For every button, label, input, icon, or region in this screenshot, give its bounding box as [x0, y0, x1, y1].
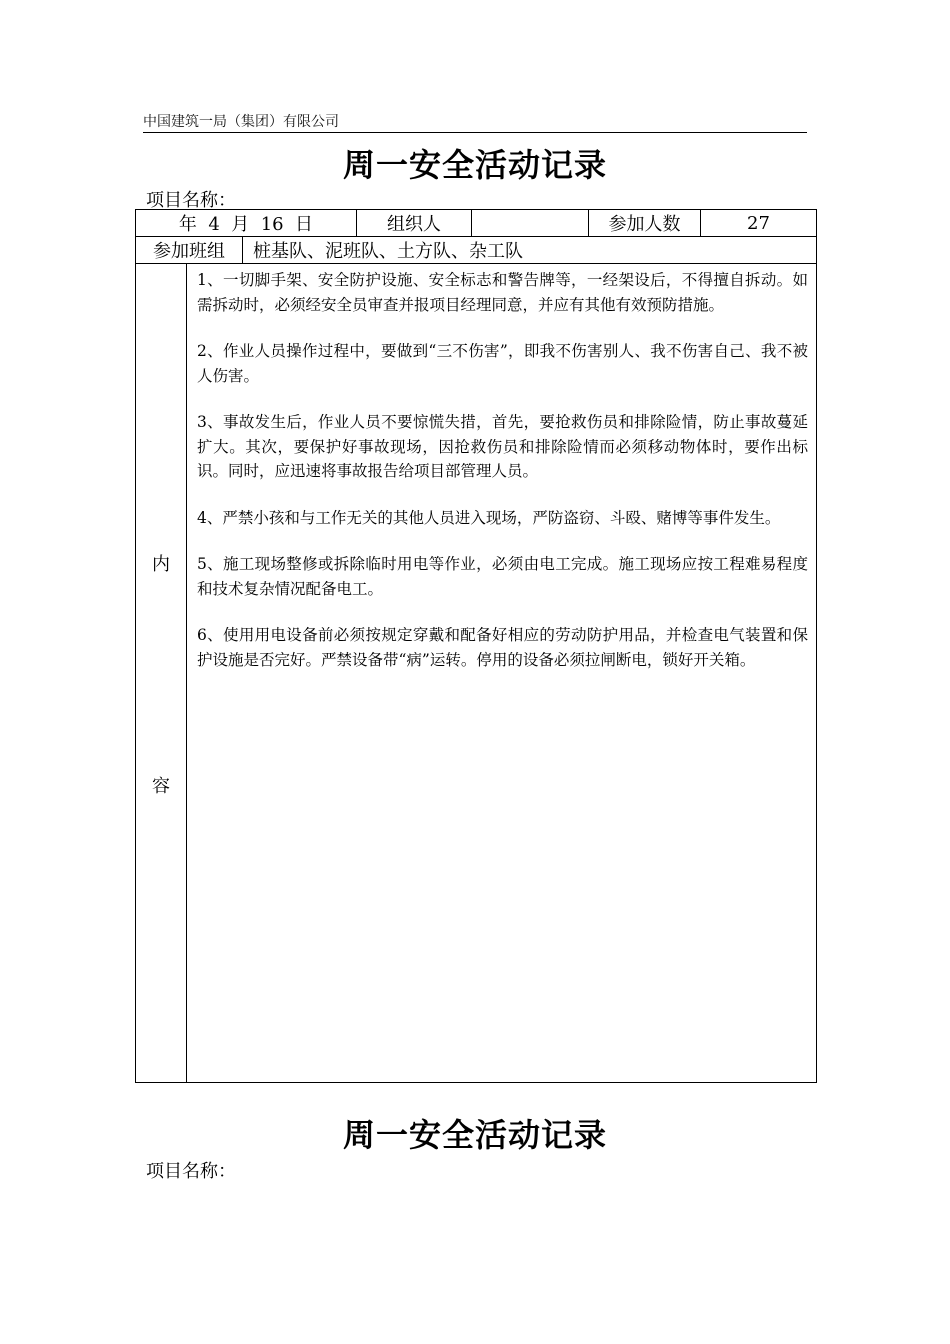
content-item: 5、施工现场整修或拆除临时用电等作业，必须由电工完成。施工现场应按工程难易程度和技术复杂情况配备电工。 — [197, 555, 808, 598]
participants-label: 参加人数 — [589, 210, 701, 237]
header-row — [136, 210, 817, 237]
content-item: 3、事故发生后，作业人员不要惊慌失措，首先，要抢救伤员和排除险情，防止事故蔓延扩大。其次，要保护好事故现场，因抢救伤员和排除险情而必须移动物体时，要作出标识。同时，应迅速将事故报告给项目部管理人员。 — [197, 413, 808, 480]
team-value[interactable]: 桩基队、泥班队、土方队、杂工队 — [243, 237, 817, 264]
content-item: 6、使用用电设备前必须按规定穿戴和配备好相应的劳动防护用品，并检查电气装置和保护设施是否完好。严禁设备带“病”运转。停用的设备必须拉闸断电，锁好开关箱。 — [197, 626, 808, 669]
content-item: 4、严禁小孩和与工作无关的其他人员进入现场，严防盗窃、斗殴、赌博等事件发生。 — [197, 508, 781, 527]
content-side-label — [136, 264, 187, 1083]
content-label-char-1: 内 — [152, 554, 170, 575]
content-item: 1、一切脚手架、安全防护设施、安全标志和警告牌等，一经架设后，不得擅自拆动。如需拆动时，必须经安全员审查并报项目经理同意，并应有其他有效预防措施。 — [197, 271, 808, 314]
date-cell[interactable]: 年 4 月 16 日 — [136, 210, 357, 237]
company-header: 中国建筑一局（集团）有限公司 — [143, 112, 807, 133]
content-label-char-2: 容 — [152, 776, 170, 797]
record-table — [135, 209, 817, 1083]
content-row — [136, 264, 817, 1083]
team-label: 参加班组 — [136, 237, 243, 264]
organizer-label: 组织人 — [357, 210, 472, 237]
participants-value[interactable]: 27 — [701, 210, 817, 237]
project-name-label: 项目名称： — [146, 190, 236, 211]
organizer-value[interactable] — [472, 210, 589, 237]
content-item: 2、作业人员操作过程中，要做到“三不伤害”，即我不伤害别人、我不伤害自己、我不被人伤害。 — [197, 342, 808, 385]
page-title: 周一安全活动记录 — [342, 146, 607, 184]
second-project-name-label: 项目名称： — [146, 1161, 236, 1182]
content-body[interactable] — [187, 264, 817, 1083]
second-page-title: 周一安全活动记录 — [342, 1116, 607, 1154]
team-row — [136, 237, 817, 264]
